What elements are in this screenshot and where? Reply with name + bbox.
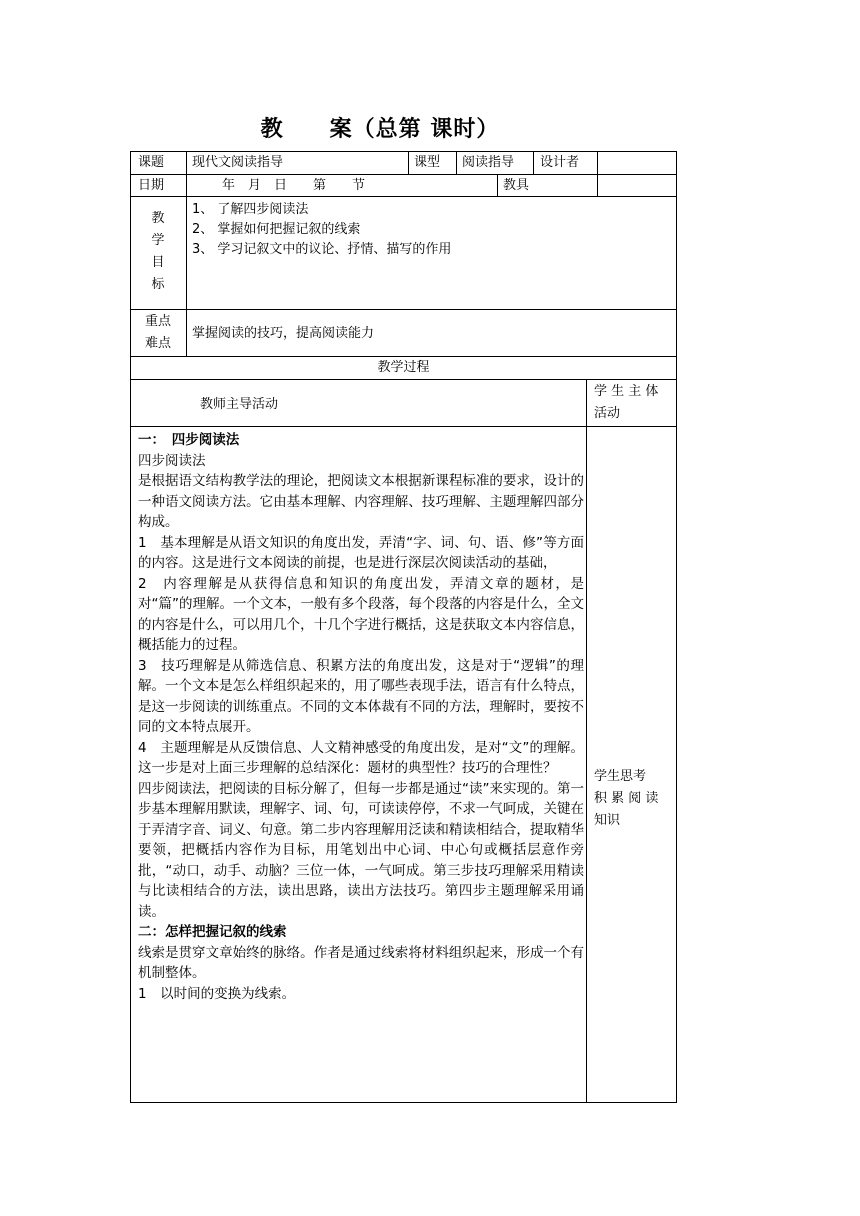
student-activity-line: 积 累 阅 读 [594,791,659,806]
col-divider [186,196,187,356]
col-divider [456,151,457,174]
section-heading: 二：怎样把握记叙的线索 [138,924,287,940]
goals-label-char: 目 [151,255,165,270]
date-label: 日期 [138,178,165,193]
col-divider [533,151,534,174]
student-header-line: 活动 [594,406,621,421]
paragraph: 线索是贯穿文章始终的脉络。作者是通过线索将材料组织起来，形成一个有机制整体。 [138,944,584,981]
col-divider [586,379,587,1103]
process-header: 教学过程 [377,360,430,375]
student-activity-line: 知识 [594,813,621,828]
goals-label-char: 学 [151,233,165,248]
goals-list [192,200,451,260]
col-divider [408,151,409,174]
student-activity-header [594,381,658,425]
type-label: 课型 [414,155,441,170]
row-divider [130,196,677,197]
teaching-content [138,430,584,1004]
paragraph: 四步阅读法，把阅读的目标分解了，但每一步都是通过“读”来实现的。第一步基本理解用默读，理解字、词、句，可读读停停，不求一气呵成，关键在于弄清字音、词义、句意。第二步内容理解用泛读和精读相结合，提取精华要领，把概括内容作为目标，用笔划出中心词、中心句或概括层意作旁批，“动口，动手、动脑？三位一体，一气呵成。第三步技巧理解采用精读与比读相结合的方法，读出思路，读出方法技巧。第四步主题理解采用诵读。 [138,780,584,920]
paragraph: 1 基本理解是从语文知识的角度出发，弄清“字、词、句、语、修”等方面的内容。这是进行文本阅读的前提，也是进行深层次阅读活动的基础， [138,534,584,571]
page-title: 教 案（总第 课时） [260,117,500,142]
goal-item: 3、 学习记叙文中的议论、抒情、描写的作用 [192,242,452,257]
col-divider [597,151,598,196]
paragraph: 4 主题理解是从反馈信息、人文精神感受的角度出发，是对“文”的理解。这一步是对上面三步理解的总结深化：题材的典型性？技巧的合理性？ [138,739,584,776]
paragraph: 是根据语文结构教学法的理论，把阅读文本根据新课程标准的要求，设计的一种语文阅读方法。它由基本理解、内容理解、技巧理解、主题理解四部分构成。 [138,473,584,530]
row-divider [130,356,677,357]
topic-label: 课题 [138,155,165,170]
goal-item: 2、 掌握如何把握记叙的线索 [192,222,361,237]
paragraph: 1 以时间的变换为线索。 [138,985,296,1002]
student-header-line: 学 生 主 体 [594,384,659,399]
row-divider [130,309,677,310]
col-divider [186,151,187,196]
row-divider [130,379,677,380]
student-activity-line: 学生思考 [594,769,647,784]
date-value: 年 月 日 第 节 [222,178,366,193]
designer-label: 设计者 [540,155,580,170]
paragraph: 3 技巧理解是从筛选信息、积累方法的角度出发，这是对于“逻辑”的理解。一个文本是怎么样组织起来的，用了哪些表现手法，语言有什么特点，是这一步阅读的训练重点。不同的文本体裁有不同的方法，理解时，要按不同的文本特点展开。 [138,657,584,735]
student-activity [594,766,674,832]
topic-value: 现代文阅读指导 [192,155,284,170]
goals-label-char: 教 [151,211,165,226]
goals-label [130,208,186,296]
section-heading: 一： 四步阅读法 [138,432,240,448]
col-divider [497,174,498,196]
row-divider [130,174,677,175]
key-points-label-line: 难点 [144,336,171,351]
key-points-label [130,311,186,355]
goal-item: 1、 了解四步阅读法 [192,202,309,217]
row-divider [130,426,677,427]
paragraph: 四步阅读法 [138,452,206,469]
goals-label-char: 标 [151,277,165,292]
key-points-value: 掌握阅读的技巧，提高阅读能力 [192,326,375,341]
teacher-activity-header: 教师主导活动 [200,397,279,412]
tools-label: 教具 [503,178,530,193]
key-points-label-line: 重点 [144,314,171,329]
type-value: 阅读指导 [462,155,515,170]
paragraph: 2 内容理解是从获得信息和知识的角度出发，弄清文章的题材，是对“篇”的理解。一个文本，一般有多个段落，每个段落的内容是什么，全文的内容是什么，可以用几个，十几个字进行概括，这是获取文本内容信息，概括能力的过程。 [138,575,584,653]
